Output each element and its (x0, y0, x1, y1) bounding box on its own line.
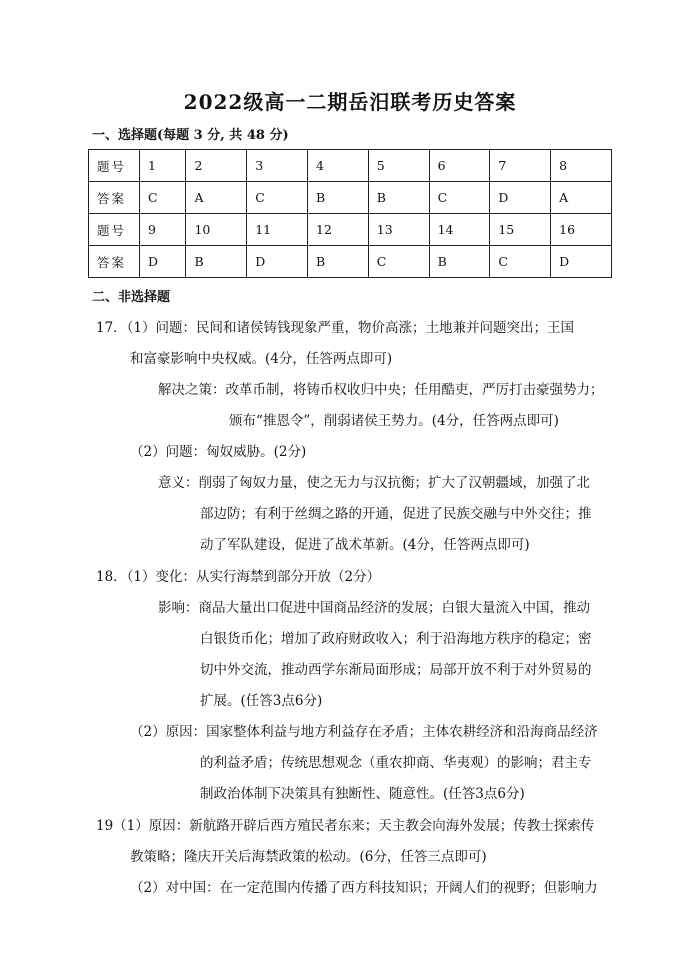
answer-line: 切中外交流，推动西学东渐局面形成；局部开放不利于对外贸易的 (200, 662, 592, 678)
table-cell: 11 (247, 214, 308, 246)
table-cell: 16 (551, 214, 612, 246)
answer-line: 动了军队建设，促进了战术革新。(4分，任答两点即可) (200, 537, 530, 553)
table-cell: 12 (308, 214, 369, 246)
page-title: 2022级高一二期岳汨联考历史答案 (183, 90, 517, 114)
answer-line: 部边防；有利于丝绸之路的开通，促进了民族交融与中外交往；推 (200, 506, 592, 522)
answer-line: 白银货币化；增加了政府财政收入；利于沿海地方秩序的稳定；密 (200, 631, 592, 647)
row-label: 题号 (89, 150, 140, 182)
answer-line: 影响：商品大量出口促进中国商品经济的发展；白银大量流入中国，推动 (158, 600, 590, 616)
table-row (89, 214, 612, 246)
table-cell: 4 (308, 150, 369, 182)
answer-line: 制政治体制下决策具有独断性、随意性。(任答3点6分) (200, 786, 525, 802)
table-cell: D (551, 246, 612, 278)
table-cell: B (308, 182, 369, 214)
table-cell: 9 (140, 214, 186, 246)
table-cell: 8 (551, 150, 612, 182)
table-row (89, 150, 612, 182)
table-cell: C (247, 182, 308, 214)
row-label: 答案 (89, 182, 140, 214)
answer-line: 18．（1）变化：从实行海禁到部分开放（2分） (96, 569, 381, 585)
table-cell: 1 (140, 150, 186, 182)
table-cell: 10 (186, 214, 247, 246)
table-cell: B (186, 246, 247, 278)
table-cell: C (140, 182, 186, 214)
table-cell: 14 (429, 214, 490, 246)
answer-line: 的利益矛盾；传统思想观念（重农抑商、华夷观）的影响；君主专 (200, 755, 592, 771)
table-cell: 6 (429, 150, 490, 182)
answer-line: （2）原因：国家整体利益与地方利益存在矛盾；主体农耕经济和沿海商品经济 (130, 724, 598, 740)
table-cell: 5 (368, 150, 429, 182)
answer-table (88, 149, 612, 278)
answer-line: 解决之策：改革币制，将铸币权收归中央；任用酷吏，严厉打击豪强势力； (158, 382, 604, 398)
answer-line: 17．（1）问题：民间和诸侯铸钱现象严重，物价高涨；土地兼并问题突出；王国 (96, 320, 575, 336)
table-cell: 3 (247, 150, 308, 182)
row-label: 答案 (89, 246, 140, 278)
table-cell: C (368, 246, 429, 278)
answer-line: 19（1）原因：新航路开辟后西方殖民者东来；天主教会向海外发展；传教士探索传 (96, 818, 595, 834)
table-cell: B (368, 182, 429, 214)
section-heading-choice: 一、选择题(每题 3 分, 共 48 分) (92, 128, 289, 143)
table-cell: 7 (490, 150, 551, 182)
table-cell: C (429, 182, 490, 214)
row-label: 题号 (89, 214, 140, 246)
answer-line: 扩展。(任答3点6分) (200, 693, 323, 709)
section-heading-nonchoice: 二、非选择题 (92, 290, 171, 305)
table-cell: D (140, 246, 186, 278)
table-cell: A (186, 182, 247, 214)
answer-line: 教策略；隆庆开关后海禁政策的松动。(6分，任答三点即可) (130, 849, 487, 865)
table-cell: C (490, 246, 551, 278)
table-row (89, 246, 612, 278)
answer-line: （2）对中国：在一定范围内传播了西方科技知识；开阔人们的视野；但影响力 (130, 880, 598, 896)
table-cell: A (551, 182, 612, 214)
answer-line: （2）问题：匈奴威胁。(2分) (130, 444, 307, 460)
table-cell: D (247, 246, 308, 278)
table-cell: 13 (368, 214, 429, 246)
table-cell: B (429, 246, 490, 278)
answer-line: 和富豪影响中央权威。(4分，任答两点即可) (130, 351, 393, 367)
answer-line: 颁布“推恩令”，削弱诸侯王势力。(4分，任答两点即可) (229, 413, 559, 429)
table-cell: 15 (490, 214, 551, 246)
table-cell: 2 (186, 150, 247, 182)
answer-line: 意义：削弱了匈奴力量，使之无力与汉抗衡；扩大了汉朝疆域，加强了北 (158, 475, 590, 491)
table-cell: B (308, 246, 369, 278)
table-row (89, 182, 612, 214)
table-cell: D (490, 182, 551, 214)
